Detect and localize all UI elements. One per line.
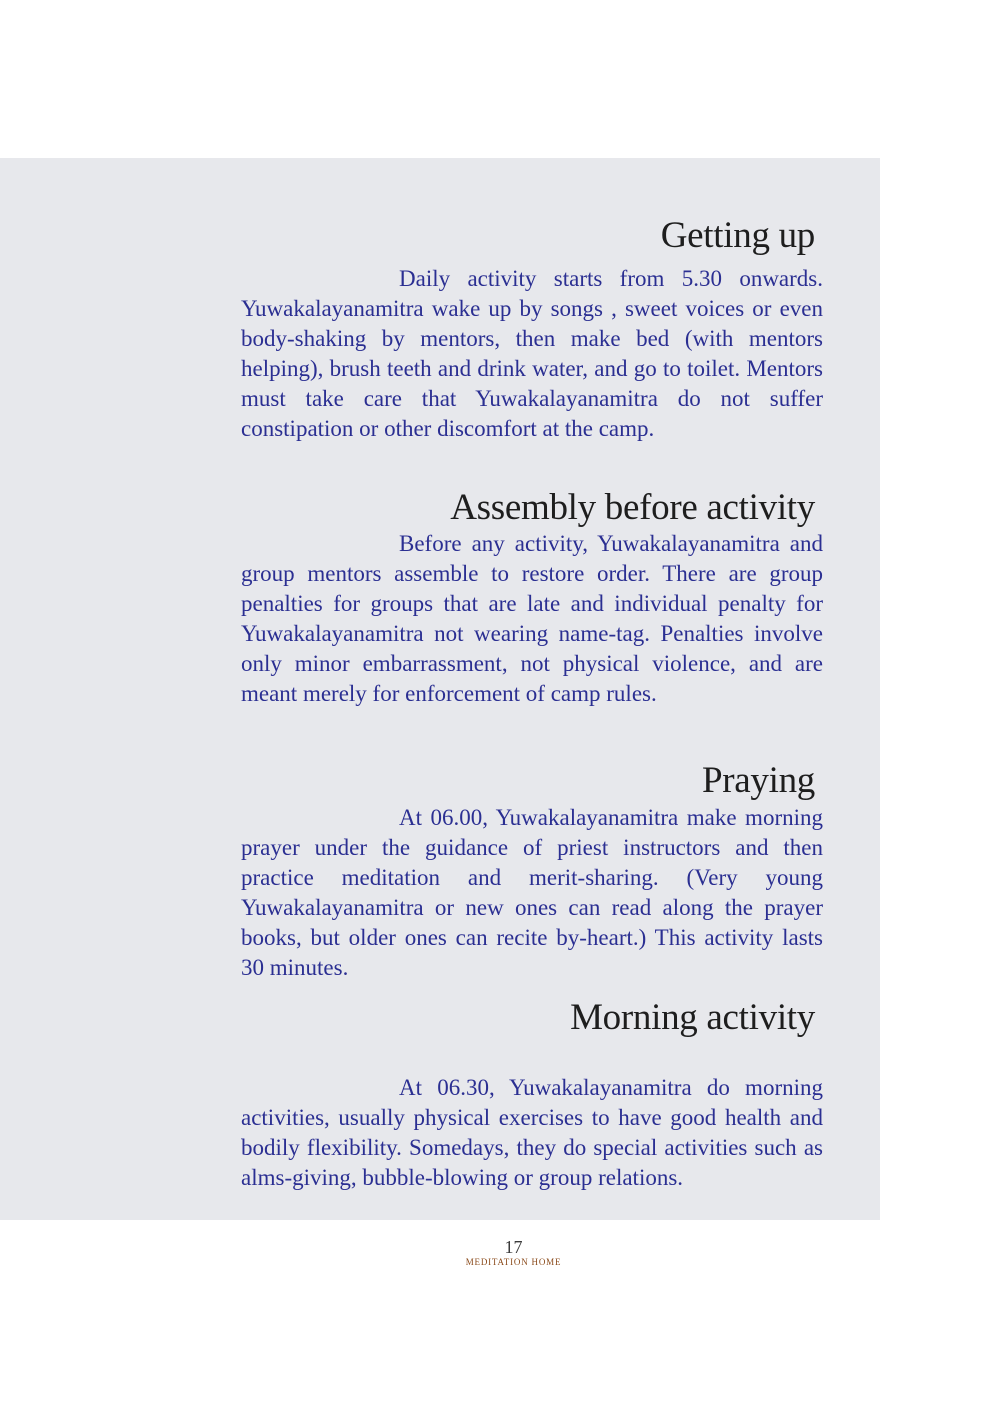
section-body: At 06.30, Yuwakalayanamitra do morning activities, usually physical exercises to have good health and bodily flexibility. Somedays, they do special activities such as alms-giving, bubble-blowing or group relations. (241, 1075, 823, 1190)
section-body: At 06.00, Yuwakalayanamitra make morning prayer under the guidance of priest instructors and then practice meditation and merit-sharing. (Very young Yuwakalayanamitra or new ones can read along the prayer books, but older ones can recite by-heart.) This activity lasts 30 minutes. (241, 805, 823, 980)
section-assembly (241, 486, 823, 709)
section-heading: Getting up (660, 215, 815, 256)
section-heading: Morning activity (570, 997, 815, 1038)
section-morning-activity (241, 996, 823, 1193)
section-body: Before any activity, Yuwakalayanamitra and group mentors assemble to restore order. There are group penalties for groups that are late and individual penalty for Yuwakalayanamitra not wearing name-tag. Penalties involve only minor embarrassment, not physical violence, and are meant merely for enforcement of camp rules. (241, 531, 823, 706)
section-heading: Assembly before activity (450, 487, 815, 528)
section-getting-up (241, 214, 823, 444)
section-heading: Praying (701, 760, 815, 801)
section-body: Daily activity starts from 5.30 onwards. Yuwakalayanamitra wake up by songs , sweet voices or even body-shaking by mentors, then make bed (with mentors helping), brush teeth and drink water, and go to toilet. Mentors must take care that Yuwakalayanamitra do not suffer constipation or other discomfort at the camp. (241, 266, 823, 441)
page-number: 17 (504, 1237, 523, 1257)
footer-brand: MEDITATION HOME (465, 1257, 562, 1267)
section-praying (241, 759, 823, 983)
